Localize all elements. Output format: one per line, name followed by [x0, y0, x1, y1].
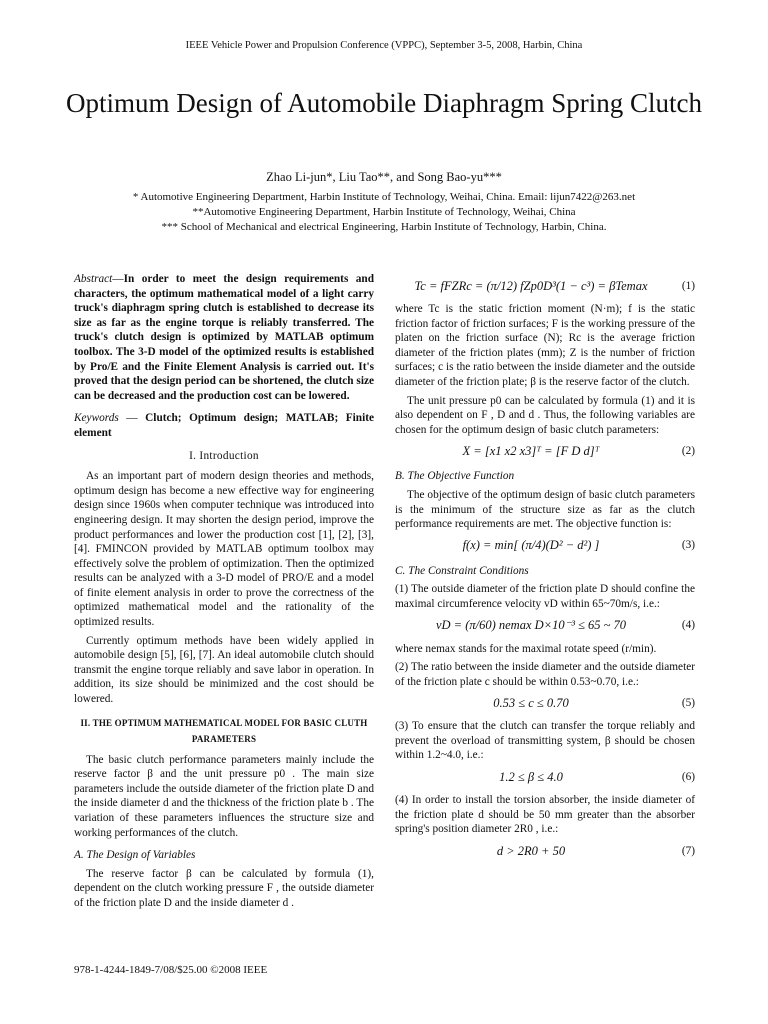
equation-3-expression: f(x) = min[ (π/4)(D² − d²) ]	[462, 538, 600, 553]
equation-6-expression: 1.2 ≤ β ≤ 4.0	[499, 769, 563, 784]
intro-paragraph-1: As an important part of modern design theories and methods, optimum design has become a new effective way for engineering design since 1960s when computer technique was introduced into engineering design. It may shorten the design period, improve the product performances and lower the production cost [1], [2], [3], [4]. FMINCON provided by MATLAB optimum toolbox may effectively solve the problem of optimization. Then the optimized results can be analyzed with a 3-D model of PRO/E and a model of finite element analysis in order to prove the correctness of the optimized mathematical model and the rationality of the optimized results.	[74, 470, 374, 629]
keywords-label: Keywords	[74, 412, 119, 425]
subsection-a-paragraph: The reserve factor β can be calculated by formula (1), dependent on the clutch working pressure F , the outside diameter of the friction plate D and the inside diameter d .	[74, 867, 374, 909]
left-column	[74, 272, 374, 915]
affiliation-1: * Automotive Engineering Department, Harbin Institute of Technology, Weihai, China. Email: lijun7422@263.net	[132, 191, 636, 203]
equation-6-number: (6)	[681, 770, 695, 783]
unit-pressure-paragraph: The unit pressure p0 can be calculated by formula (1) and it is also dependent on F , D and d . Thus, the following variables are chosen for the optimum design of basic clutch parameters:	[395, 394, 695, 436]
equation-1-number: (1)	[681, 279, 695, 292]
equation-5-expression: 0.53 ≤ c ≤ 0.70	[493, 695, 569, 710]
abstract	[74, 272, 374, 403]
equation-2-number: (2)	[681, 445, 695, 458]
conference-header: IEEE Vehicle Power and Propulsion Conference (VPPC), September 3-5, 2008, Harbin, China	[185, 40, 583, 51]
equation-1-expression: Tc = fFZRc = (π/12) fZp0D³(1 − c³) = βTemax	[414, 278, 648, 293]
copyright-footer: 978-1-4244-1849-7/08/$25.00 ©2008 IEEE	[74, 964, 268, 976]
equation-2	[395, 441, 695, 461]
equation-1	[395, 276, 695, 296]
subsection-b-title: B. The Objective Function	[395, 470, 515, 483]
constraint-2: (2) The ratio between the inside diameter and the outside diameter of the friction plate c should be within 0.53~0.70, i.e.:	[395, 661, 695, 688]
right-column	[395, 272, 695, 867]
authors: Zhao Li-jun*, Liu Tao**, and Song Bao-yu***	[266, 170, 502, 184]
equation-3	[395, 536, 695, 556]
equation-7	[395, 841, 695, 861]
section-intro-title: I. Introduction	[189, 449, 259, 462]
paper-title: Optimum Design of Automobile Diaphragm Spring Clutch	[66, 88, 702, 118]
equation-4	[395, 616, 695, 636]
constraint-4: (4) In order to install the torsion absorber, the inside diameter of the friction plate d should be 50 mm greater than the absorber spring's position diameter 2R0 , i.e.:	[395, 794, 695, 836]
affiliation-2: **Automotive Engineering Department, Harbin Institute of Technology, Weihai, China	[192, 206, 576, 218]
constraint-3: (3) To ensure that the clutch can transfer the torque reliably and prevent the overload of transmitting system, β should be chosen within 1.2~4.0, i.e.:	[395, 720, 695, 762]
equation-5	[395, 693, 695, 713]
equation-1-where: where Tc is the static friction moment (N·m); f is the static friction factor of friction surfaces; F is the working pressure of the platen on the friction surface (N); Rc is the average friction diameter of the friction plates (mm); Z is the number of friction surfaces; c is the ratio between the inside diameter and the outside diameter of the friction plate; β is the reserve factor of the clutch.	[395, 303, 695, 388]
keywords	[74, 411, 374, 440]
equation-5-number: (5)	[681, 696, 695, 709]
abstract-text: In order to meet the design requirements and characters, the optimum mathematical model of a light carry truck's diaphragm spring clutch is established to decrease its size as far as the engine torque is reliably transferred. The truck's clutch design is optimized by MATLAB optimum toolbox. The 3-D model of the optimized results is established by Pro/E and the Finite Element Analysis is carried out. It's proved that the design period can be shortened, the clutch size can be decreased and the production cost can be lowered.	[74, 273, 374, 402]
equation-6	[395, 767, 695, 787]
section-2-title: II. THE OPTIMUM MATHEMATICAL MODEL FOR BASIC CLUTH PARAMETERS	[80, 717, 368, 744]
abstract-dash: —	[112, 273, 124, 285]
equation-2-expression: X = [x1 x2 x3]ᵀ = [F D d]ᵀ	[462, 444, 600, 459]
equation-7-expression: d > 2R0 + 50	[496, 843, 566, 858]
equation-3-number: (3)	[681, 539, 695, 552]
keywords-dash: —	[118, 412, 146, 425]
affiliation-3: *** School of Mechanical and electrical Engineering, Harbin Institute of Technology, Harbin, China.	[161, 221, 607, 233]
equation-4-where: where nemax stands for the maximal rotate speed (r/min).	[395, 642, 657, 655]
abstract-label: Abstract	[74, 273, 113, 285]
section-2-paragraph: The basic clutch performance parameters mainly include the reserve factor β and the unit pressure p0 . The main size parameters include the outside diameter of the friction plate D and the inside diameter d and the thickness of the friction plate b . The variation of these parameters influences the structure size and working performances of the clutch.	[74, 753, 374, 839]
intro-paragraph-2: Currently optimum methods have been widely applied in automobile design [5], [6], [7]. An ideal automobile clutch should transmit the engine torque reliably and save labor in operation. In addition, its size should be minimized and the cost should be lowered.	[74, 634, 374, 706]
constraint-1: (1) The outside diameter of the friction plate D should confine the maximal circumference velocity vD within 65~70m/s, i.e.:	[395, 583, 695, 610]
equation-7-number: (7)	[681, 844, 695, 857]
subsection-b-paragraph: The objective of the optimum design of basic clutch parameters is the minimum of the structure size as far as the clutch performance requirements are met. The objective function is:	[395, 488, 695, 531]
subsection-c-title: C. The Constraint Conditions	[395, 564, 529, 577]
subsection-a-title: A. The Design of Variables	[74, 849, 196, 862]
keywords-text: Clutch; Optimum design; MATLAB; Finite element	[74, 412, 374, 439]
equation-4-number: (4)	[681, 619, 695, 632]
equation-4-expression: vD = (π/60) nemax D×10⁻³ ≤ 65 ~ 70	[435, 618, 627, 633]
